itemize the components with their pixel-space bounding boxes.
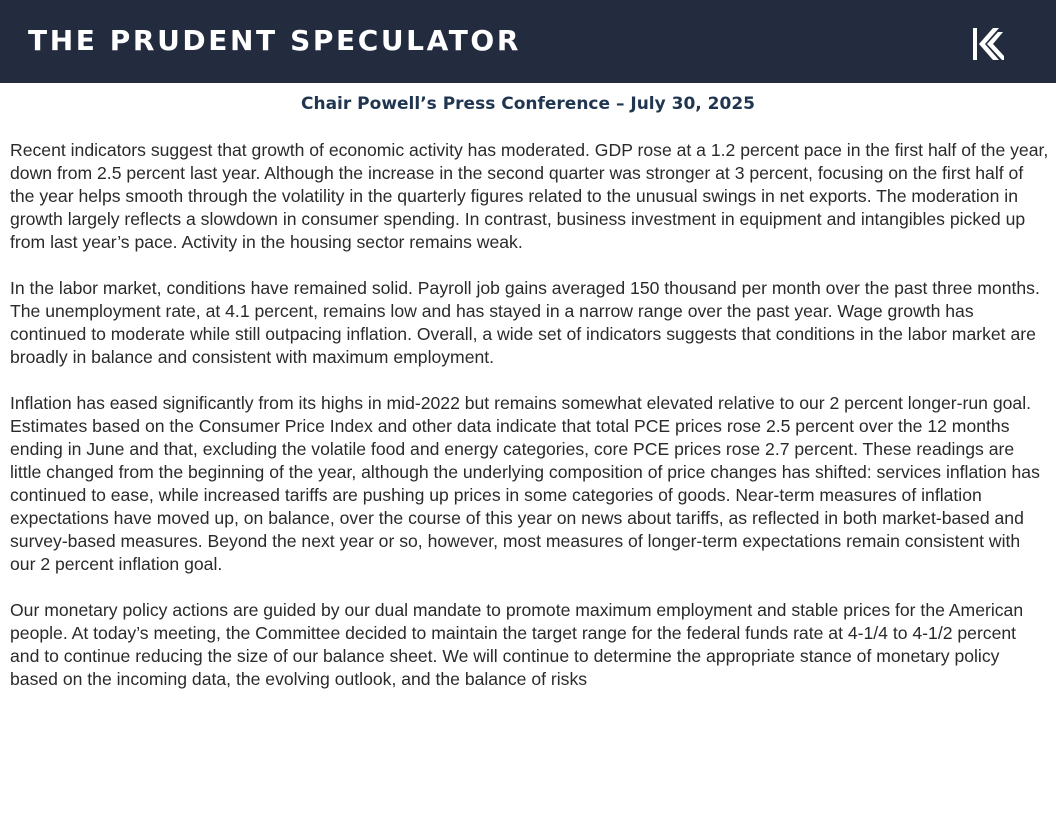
- paragraph-growth: Recent indicators suggest that growth of economic activity has moderated. GDP rose at a 1.2 percent pace in the first half of the year, down from 2.5 percent last year. Although the increase in the second quarter was stronger at 3 percent, focusing on the first half of the year helps smooth through the volatility in the quarterly figures related to the unusual swings in net exports. The moderation in growth largely reflects a slowdown in consumer spending. In contrast, business investment in equipment and intangibles picked up from last year’s pace. Activity in the housing sector remains weak.: [10, 140, 1049, 252]
- tps-k-logo-icon: [972, 27, 1004, 61]
- paragraph-labor-market: In the labor market, conditions have remained solid. Payroll job gains averaged 150 thousand per month over the past three months. The unemployment rate, at 4.1 percent, remains low and has stayed in a narrow range over the past year. Wage growth has continued to moderate while still outpacing inflation. Overall, a wide set of indicators suggests that conditions in the labor market are broadly in balance and consistent with maximum employment.: [10, 278, 1040, 367]
- document-title: Chair Powell’s Press Conference – July 30, 2025: [301, 94, 755, 114]
- brand-name: THE PRUDENT SPECULATOR: [28, 24, 521, 57]
- document-body: [10, 139, 1050, 714]
- paragraph-inflation: Inflation has eased significantly from its highs in mid-2022 but remains somewhat elevated relative to our 2 percent longer-run goal. Estimates based on the Consumer Price Index and other data indicate that total PCE prices rose 2.5 percent over the 12 months ending in June and that, excluding the volatile food and energy categories, core PCE prices rose 2.7 percent. These readings are little changed from the beginning of the year, although the underlying composition of price changes has shifted: services inflation has continued to ease, while increased tariffs are pushing up prices in some categories of goods. Near-term measures of inflation expectations have moved up, on balance, over the course of this year on news about tariffs, as reflected in both market-based and survey-based measures. Beyond the next year or so, however, most measures of longer-term expectations remain consistent with our 2 percent inflation goal.: [10, 393, 1040, 574]
- header-bar: [0, 0, 1056, 83]
- paragraph-monetary-policy: Our monetary policy actions are guided by our dual mandate to promote maximum employment and stable prices for the American people. At today’s meeting, the Committee decided to maintain the target range for the federal funds rate at 4-1/4 to 4-1/2 percent and to continue reducing the size of our balance sheet. We will continue to determine the appropriate stance of monetary policy based on the incoming data, the evolving outlook, and the balance of risks: [10, 600, 1024, 689]
